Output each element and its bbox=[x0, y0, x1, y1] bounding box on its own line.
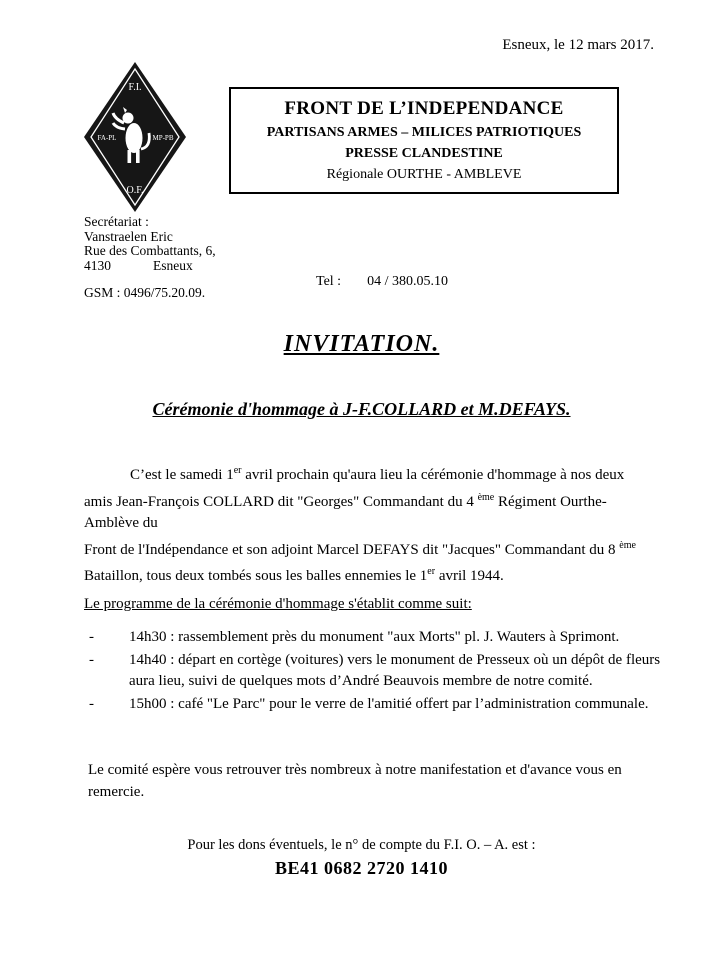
tel-label: Tel : bbox=[316, 274, 342, 289]
org-name: FRONT DE L’INDEPENDANCE bbox=[284, 98, 564, 119]
postal-code: 4130 bbox=[84, 257, 111, 273]
intro-text: Front de l'Indépendance et son adjoint Marcel DEFAYS dit "Jacques" Commandant du 8 bbox=[84, 541, 620, 558]
contact-block bbox=[84, 215, 216, 273]
ordinal-superscript: er bbox=[233, 465, 242, 476]
logo-text-top: F.I. bbox=[128, 82, 142, 93]
city: Esneux bbox=[153, 257, 193, 273]
letterhead-box bbox=[229, 87, 619, 194]
organization-logo bbox=[83, 61, 187, 213]
city-line bbox=[84, 259, 216, 274]
closing-paragraph: Le comité espère vous retrouver très nombreux à notre manifestation et d'avance vous en remercie. bbox=[88, 762, 622, 800]
org-subtitle-2: PRESSE CLANDESTINE bbox=[345, 146, 503, 161]
intro-text: C’est le samedi 1 bbox=[130, 467, 234, 483]
list-dash: - bbox=[89, 695, 94, 712]
logo-text-left: FA-PL bbox=[97, 134, 117, 142]
programme-item bbox=[89, 650, 661, 693]
gsm-line: GSM : 0496/75.20.09. bbox=[84, 285, 206, 300]
programme-item bbox=[89, 694, 661, 716]
ceremony-subtitle: Cérémonie d'hommage à J-F.COLLARD et M.DEFAYS. bbox=[152, 399, 571, 419]
donation-line: Pour les dons éventuels, le n° de compte du F.I. O. – A. est : bbox=[187, 837, 536, 853]
secretariat-label: Secrétariat : bbox=[84, 214, 149, 229]
street-address: Rue des Combattants, 6, bbox=[84, 243, 216, 258]
tel-line bbox=[316, 274, 448, 290]
programme-heading: Le programme de la cérémonie d'hommage s'établit comme suit: bbox=[84, 596, 472, 612]
secretary-name: Vanstraelen Eric bbox=[84, 228, 173, 244]
programme-item bbox=[89, 627, 661, 649]
org-subtitle-1: PARTISANS ARMES – MILICES PATRIOTIQUES bbox=[266, 125, 582, 140]
logo-text-bottom: O.F. bbox=[126, 185, 144, 196]
programme-item-text: 14h40 : départ en cortège (voitures) vers le monument de Presseux où un dépôt de fleurs aura lieu, suivi de quelques mots d’André Beauvois membre de notre comité. bbox=[129, 651, 661, 689]
ordinal-superscript: er bbox=[427, 566, 436, 577]
intro-paragraph bbox=[84, 460, 654, 588]
programme-item-text: 15h00 : café "Le Parc" pour le verre de l'amitié offert par l’administration communale. bbox=[129, 695, 649, 712]
intro-text: Bataillon, tous deux tombés sous les balles ennemies le 1 bbox=[84, 568, 428, 584]
programme-list bbox=[89, 627, 661, 716]
intro-text: Régiment Ourthe-Amblève du bbox=[84, 493, 607, 531]
intro-text: avril 1944. bbox=[435, 568, 504, 584]
list-dash: - bbox=[89, 651, 94, 668]
programme-item-text: 14h30 : rassemblement près du monument "aux Morts" pl. J. Wauters à Sprimont. bbox=[129, 629, 620, 645]
list-dash: - bbox=[89, 629, 94, 645]
fi-logo-diamond bbox=[83, 61, 187, 213]
account-number: BE41 0682 2720 1410 bbox=[274, 858, 448, 878]
org-region: Régionale OURTHE - AMBLEVE bbox=[326, 167, 522, 182]
ordinal-superscript: ème bbox=[619, 539, 636, 551]
tel-number: 04 / 380.05.10 bbox=[367, 274, 448, 289]
logo-text-right: MP-PB bbox=[152, 134, 174, 142]
ordinal-superscript: ème bbox=[477, 491, 495, 503]
invitation-title: INVITATION. bbox=[283, 331, 440, 357]
intro-text: avril prochain qu'aura lieu la cérémonie d'hommage à nos deux amis Jean-François COLLARD dit "Georges" Commandant du 4 bbox=[84, 467, 625, 510]
date-line: Esneux, le 12 mars 2017. bbox=[502, 37, 654, 53]
